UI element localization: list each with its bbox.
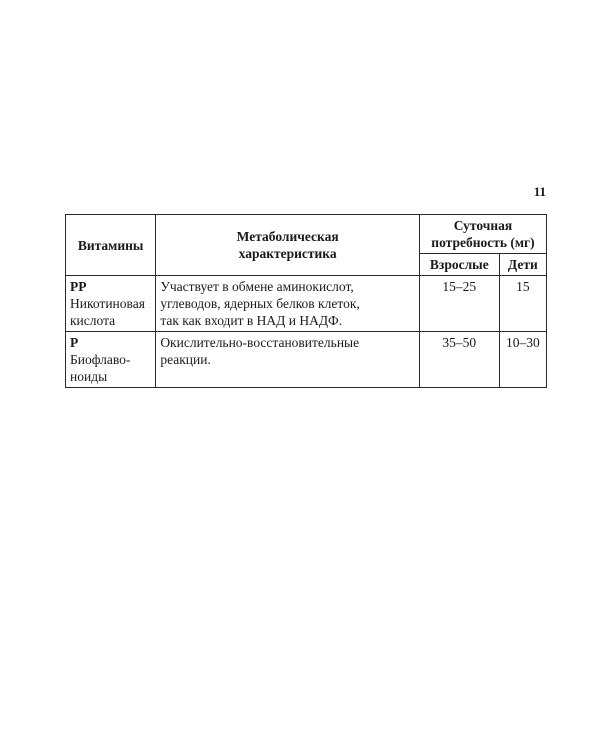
header-adults: Взрослые	[419, 254, 499, 276]
header-children: Дети	[499, 254, 546, 276]
adults-cell: 35–50	[419, 332, 499, 388]
header-metabolic	[156, 215, 420, 276]
description-line: углеводов, ядерных белков клеток,	[160, 296, 360, 311]
description-cell	[156, 332, 420, 388]
vitamin-code: Р	[70, 335, 79, 350]
children-cell: 15	[499, 276, 546, 332]
vitamin-code: РР	[70, 279, 87, 294]
description-line: Участвует в обмене аминокислот,	[160, 279, 354, 294]
table-row	[66, 332, 547, 388]
header-daily-need	[419, 215, 546, 254]
description-line: Окислительно-восстановительные	[160, 335, 360, 350]
vitamin-name-line: ноиды	[70, 369, 108, 384]
header-metabolic-line2: характеристика	[238, 246, 337, 261]
vitamin-name-line: Никотиновая	[70, 296, 145, 311]
vitamins-table	[65, 214, 547, 388]
description-cell	[156, 276, 420, 332]
header-vitamins: Витамины	[66, 215, 156, 276]
children-cell: 10–30	[499, 332, 546, 388]
header-daily-line1: Суточная	[453, 218, 513, 233]
vitamin-cell	[66, 276, 156, 332]
page-number: 11	[533, 184, 546, 199]
vitamin-name-line: кислота	[70, 313, 116, 328]
description-line: реакции.	[160, 352, 211, 367]
table-row	[66, 276, 547, 332]
vitamin-name-line: Биофлаво-	[70, 352, 131, 367]
header-daily-line2: потребность (мг)	[431, 235, 535, 250]
vitamin-cell	[66, 332, 156, 388]
description-line: так как входит в НАД и НАДФ.	[160, 313, 343, 328]
adults-cell: 15–25	[419, 276, 499, 332]
header-metabolic-line1: Метаболическая	[236, 229, 339, 244]
